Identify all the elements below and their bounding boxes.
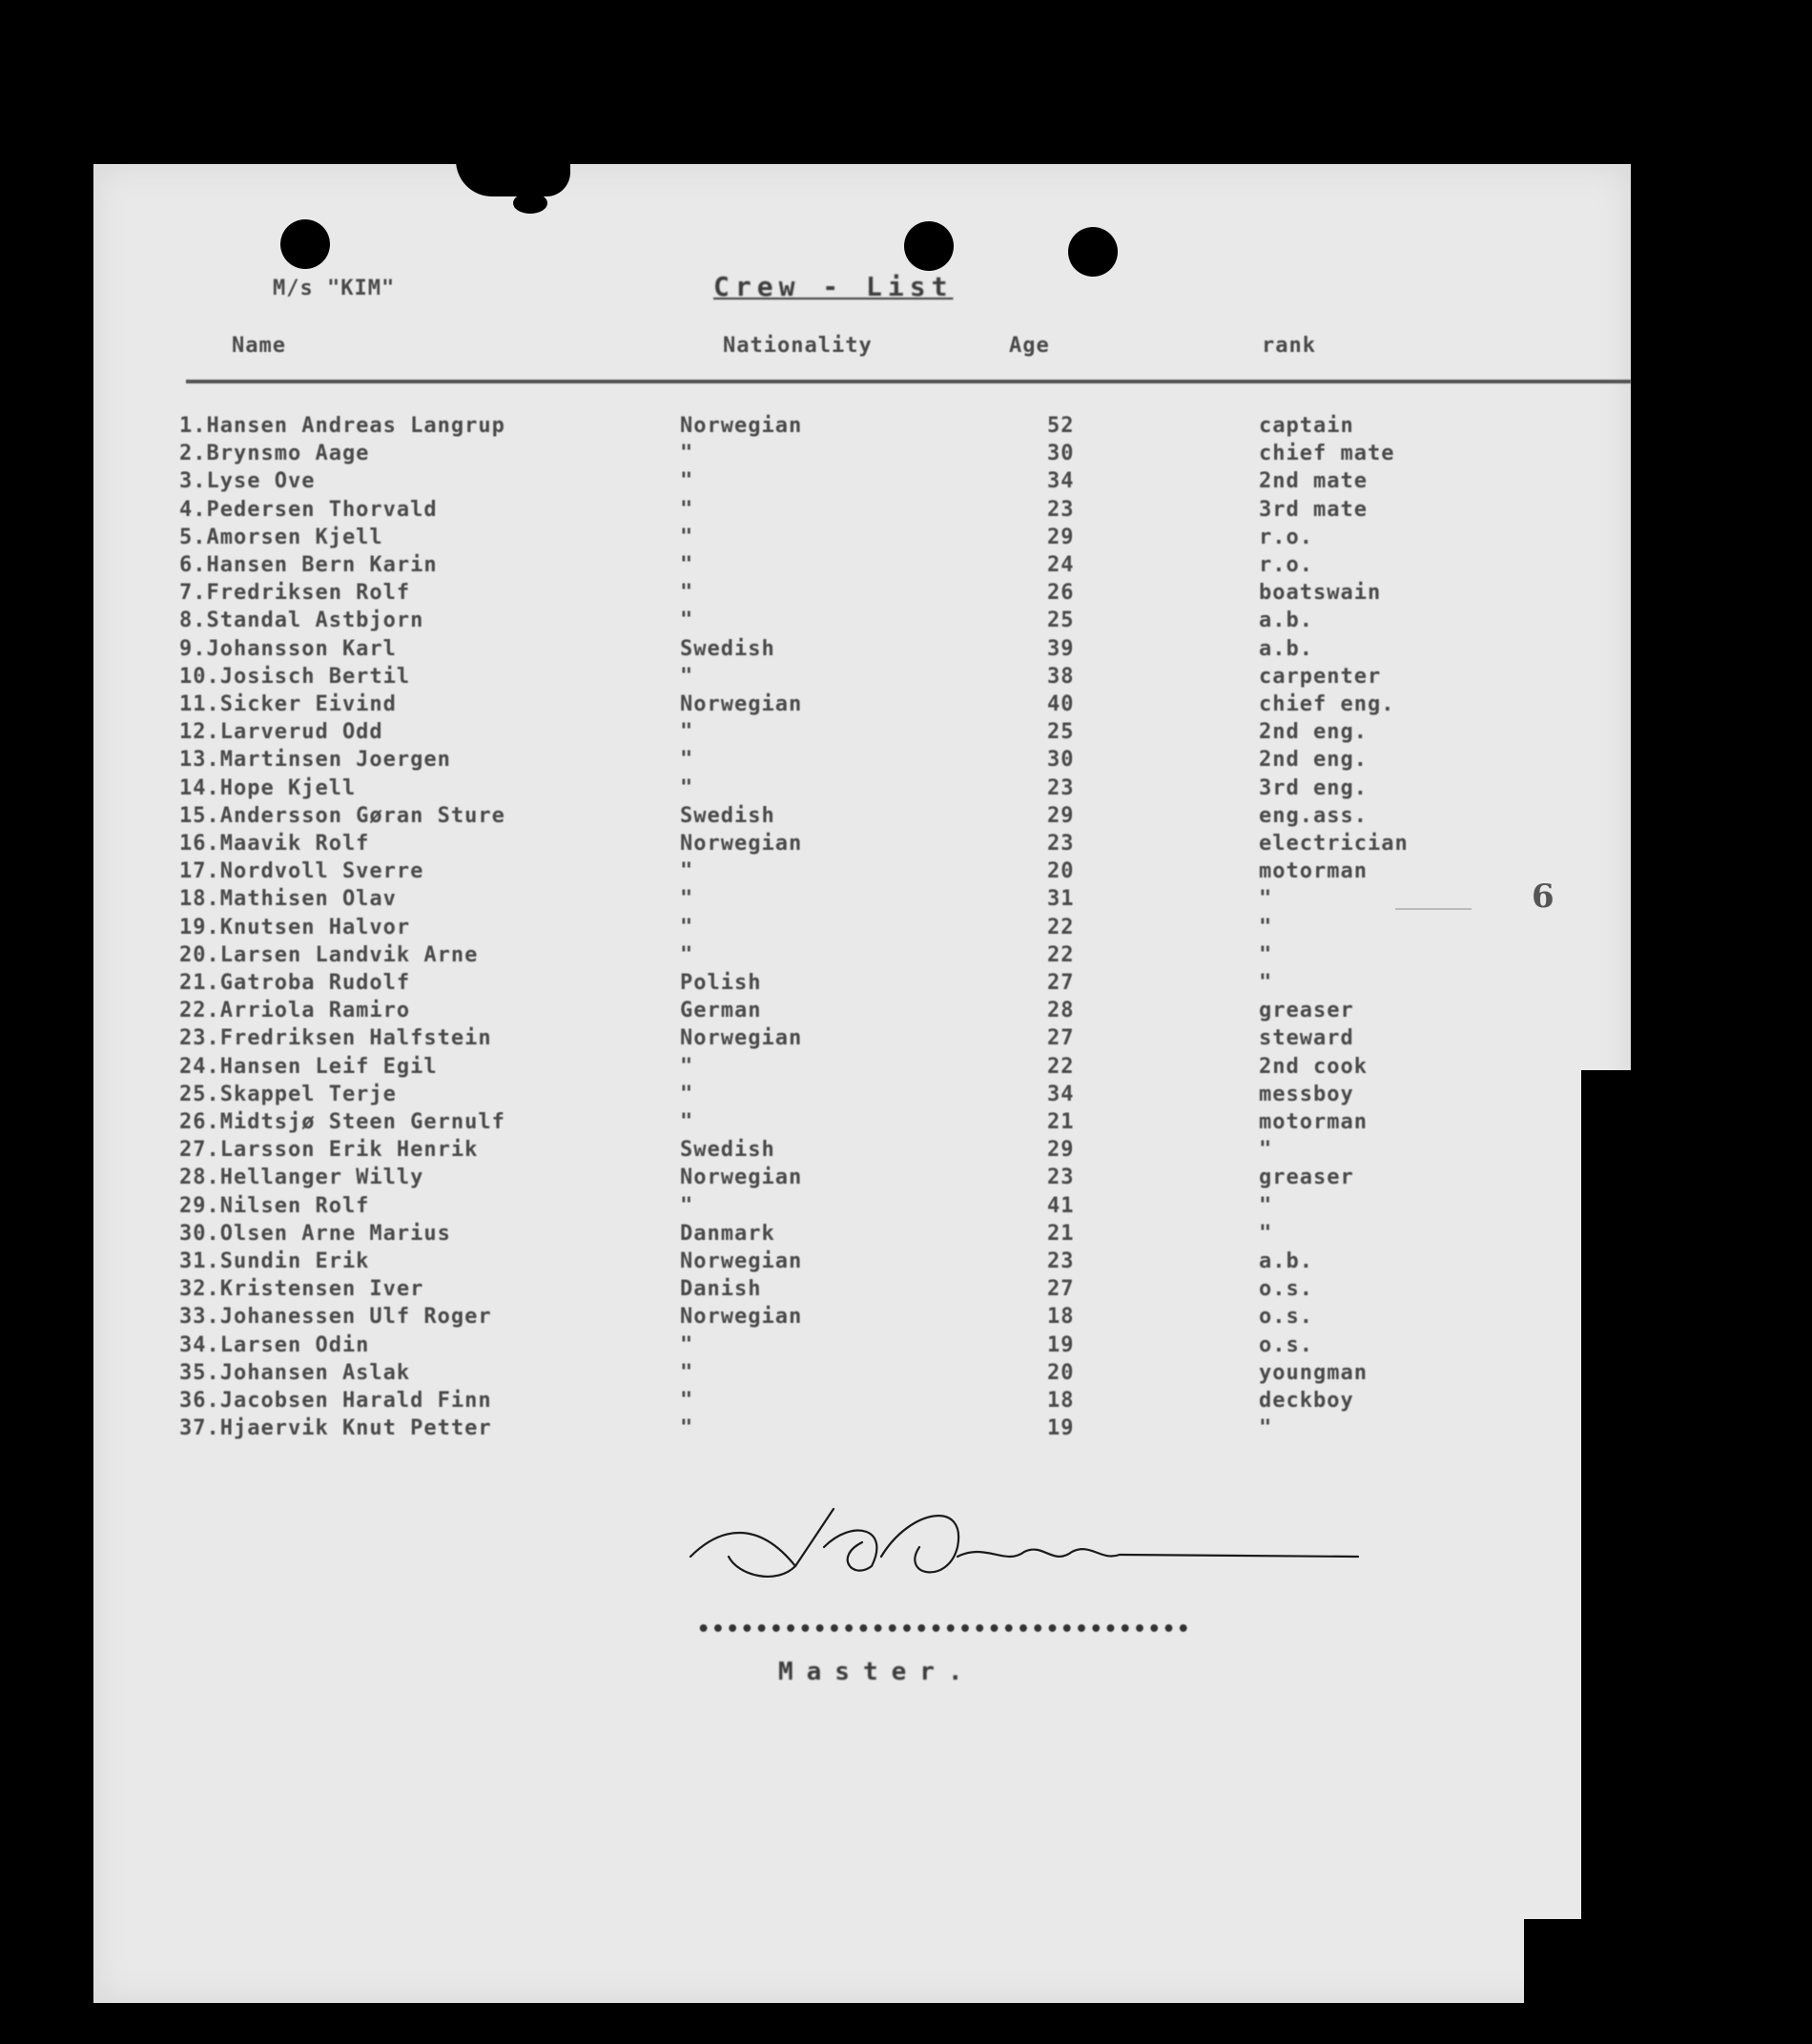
crew-nationality: " xyxy=(680,553,694,577)
crew-age: 18 xyxy=(1047,1389,1075,1413)
crew-age: 40 xyxy=(1047,692,1075,716)
crew-row xyxy=(93,887,1631,915)
crew-name: 10.Josisch Bertil xyxy=(179,664,411,689)
crew-rank: carpenter xyxy=(1259,664,1382,689)
header-age: Age xyxy=(1009,334,1050,358)
crew-age: 52 xyxy=(1047,414,1075,438)
crew-rank: 2nd eng. xyxy=(1259,748,1368,773)
crew-rank: " xyxy=(1259,942,1273,967)
crew-nationality: " xyxy=(680,1054,694,1079)
crew-nationality: " xyxy=(680,497,694,522)
crew-row xyxy=(93,804,1631,832)
crew-rank: a.b. xyxy=(1259,609,1313,633)
crew-nationality: Norwegian xyxy=(680,414,803,438)
crew-row xyxy=(93,1083,1631,1110)
crew-name: 9.Johansson Karl xyxy=(179,636,397,661)
crew-row xyxy=(93,442,1631,469)
crew-nationality: " xyxy=(680,1332,694,1357)
crew-nationality: Norwegian xyxy=(680,832,803,856)
crew-age: 23 xyxy=(1047,497,1075,522)
crew-nationality: Norwegian xyxy=(680,1166,803,1190)
crew-nationality: " xyxy=(680,942,694,967)
crew-age: 39 xyxy=(1047,636,1075,661)
header-nationality: Nationality xyxy=(723,334,873,358)
header-name: Name xyxy=(232,334,286,358)
torn-edge-right-corner xyxy=(1524,1919,1638,2014)
crew-nationality: " xyxy=(680,1389,694,1413)
crew-list-page xyxy=(93,164,1631,2003)
crew-nationality: Norwegian xyxy=(680,692,803,716)
crew-rank: " xyxy=(1259,915,1273,939)
crew-name: 6.Hansen Bern Karin xyxy=(179,553,438,577)
crew-row xyxy=(93,943,1631,971)
crew-row xyxy=(93,1389,1631,1416)
crew-age: 28 xyxy=(1047,999,1075,1023)
crew-age: 41 xyxy=(1047,1193,1075,1218)
crew-nationality: " xyxy=(680,469,694,494)
crew-row xyxy=(93,999,1631,1026)
crew-name: 23.Fredriksen Halfstein xyxy=(179,1026,492,1051)
crew-row xyxy=(93,1194,1631,1222)
crew-name: 4.Pedersen Thorvald xyxy=(179,497,438,522)
crew-row xyxy=(93,414,1631,442)
crew-rank: motorman xyxy=(1259,859,1368,884)
crew-age: 29 xyxy=(1047,525,1075,549)
crew-nationality: " xyxy=(680,915,694,939)
crew-row xyxy=(93,1166,1631,1193)
crew-age: 21 xyxy=(1047,1221,1075,1246)
crew-name: 16.Maavik Rolf xyxy=(179,832,370,856)
document-title: Crew - List xyxy=(713,271,954,302)
torn-edge-top xyxy=(456,160,570,196)
crew-rank: r.o. xyxy=(1259,553,1313,577)
crew-name: 27.Larsson Erik Henrik xyxy=(179,1138,479,1163)
crew-nationality: " xyxy=(680,720,694,745)
crew-row xyxy=(93,748,1631,775)
crew-name: 11.Sicker Eivind xyxy=(179,692,397,716)
crew-age: 27 xyxy=(1047,971,1075,995)
punch-hole-right xyxy=(1068,227,1118,277)
crew-name: 21.Gatroba Rudolf xyxy=(179,971,411,995)
crew-rank: electrician xyxy=(1259,832,1409,856)
crew-name: 36.Jacobsen Harald Finn xyxy=(179,1389,492,1413)
crew-nationality: " xyxy=(680,609,694,633)
crew-nationality: German xyxy=(680,999,762,1023)
crew-rank: 2nd cook xyxy=(1259,1054,1368,1079)
torn-edge-top-2 xyxy=(513,193,547,214)
crew-age: 30 xyxy=(1047,442,1075,466)
crew-nationality: " xyxy=(680,525,694,549)
crew-nationality: " xyxy=(680,1082,694,1106)
crew-age: 23 xyxy=(1047,832,1075,856)
crew-rank: o.s. xyxy=(1259,1277,1313,1302)
crew-row xyxy=(93,832,1631,859)
crew-name: 35.Johansen Aslak xyxy=(179,1360,411,1385)
crew-age: 27 xyxy=(1047,1026,1075,1051)
signature-line: •••••••••••••••••••••••••••••••••• xyxy=(697,1618,1192,1641)
crew-rank: deckboy xyxy=(1259,1389,1354,1413)
crew-nationality: Danmark xyxy=(680,1221,775,1246)
crew-nationality: " xyxy=(680,775,694,800)
crew-rank: r.o. xyxy=(1259,525,1313,549)
crew-name: 30.Olsen Arne Marius xyxy=(179,1221,451,1246)
crew-age: 19 xyxy=(1047,1416,1075,1441)
crew-rank: a.b. xyxy=(1259,1249,1313,1273)
crew-name: 25.Skappel Terje xyxy=(179,1082,397,1106)
crew-row xyxy=(93,1138,1631,1166)
crew-nationality: Norwegian xyxy=(680,1249,803,1273)
crew-age: 22 xyxy=(1047,915,1075,939)
punch-hole-middle xyxy=(904,221,954,271)
crew-row xyxy=(93,971,1631,999)
crew-row xyxy=(93,1222,1631,1249)
crew-row xyxy=(93,776,1631,804)
crew-row xyxy=(93,609,1631,636)
crew-row xyxy=(93,720,1631,748)
signer-title: Master. xyxy=(778,1658,977,1686)
crew-name: 37.Hjaervik Knut Petter xyxy=(179,1416,492,1441)
header-rule xyxy=(186,380,1631,383)
crew-row xyxy=(93,859,1631,887)
crew-age: 19 xyxy=(1047,1332,1075,1357)
crew-age: 31 xyxy=(1047,887,1075,912)
crew-rank: youngman xyxy=(1259,1360,1368,1385)
margin-dash xyxy=(1395,908,1472,910)
crew-rank: a.b. xyxy=(1259,636,1313,661)
crew-name: 2.Brynsmo Aage xyxy=(179,442,370,466)
crew-row xyxy=(93,637,1631,665)
crew-rank: " xyxy=(1259,887,1273,912)
crew-age: 23 xyxy=(1047,1249,1075,1273)
crew-name: 19.Knutsen Halvor xyxy=(179,915,411,939)
crew-name: 28.Hellanger Willy xyxy=(179,1166,424,1190)
crew-nationality: " xyxy=(680,581,694,606)
crew-rank: " xyxy=(1259,971,1273,995)
crew-nationality: Swedish xyxy=(680,1138,775,1163)
crew-rank: eng.ass. xyxy=(1259,803,1368,828)
crew-row xyxy=(93,553,1631,581)
crew-row xyxy=(93,916,1631,943)
margin-number: 6 xyxy=(1532,877,1555,916)
crew-row xyxy=(93,1416,1631,1444)
crew-rank: 2nd eng. xyxy=(1259,720,1368,745)
crew-age: 21 xyxy=(1047,1110,1075,1134)
crew-rank: chief eng. xyxy=(1259,692,1395,716)
crew-row xyxy=(93,581,1631,609)
crew-nationality: Swedish xyxy=(680,803,775,828)
crew-name: 13.Martinsen Joergen xyxy=(179,748,451,773)
crew-row xyxy=(93,1249,1631,1277)
crew-name: 29.Nilsen Rolf xyxy=(179,1193,370,1218)
crew-nationality: Norwegian xyxy=(680,1026,803,1051)
vessel-name: M/s "KIM" xyxy=(273,277,396,300)
crew-row xyxy=(93,526,1631,553)
crew-nationality: Polish xyxy=(680,971,762,995)
crew-row xyxy=(93,1277,1631,1305)
crew-age: 30 xyxy=(1047,748,1075,773)
crew-name: 12.Larverud Odd xyxy=(179,720,383,745)
crew-age: 23 xyxy=(1047,775,1075,800)
crew-age: 26 xyxy=(1047,581,1075,606)
crew-rank: " xyxy=(1259,1416,1273,1441)
crew-rank: " xyxy=(1259,1138,1273,1163)
crew-name: 33.Johanessen Ulf Roger xyxy=(179,1305,492,1330)
crew-age: 25 xyxy=(1047,720,1075,745)
crew-rank: 3rd mate xyxy=(1259,497,1368,522)
crew-nationality: " xyxy=(680,887,694,912)
crew-rank: chief mate xyxy=(1259,442,1395,466)
crew-name: 26.Midtsjø Steen Gernulf xyxy=(179,1110,505,1134)
crew-age: 18 xyxy=(1047,1305,1075,1330)
crew-rank: boatswain xyxy=(1259,581,1382,606)
crew-age: 22 xyxy=(1047,942,1075,967)
crew-name: 18.Mathisen Olav xyxy=(179,887,397,912)
crew-rank: messboy xyxy=(1259,1082,1354,1106)
crew-rank: " xyxy=(1259,1221,1273,1246)
crew-name: 17.Nordvoll Sverre xyxy=(179,859,424,884)
crew-nationality: Danish xyxy=(680,1277,762,1302)
crew-rank: steward xyxy=(1259,1026,1354,1051)
crew-row xyxy=(93,1305,1631,1332)
crew-name: 20.Larsen Landvik Arne xyxy=(179,942,479,967)
punch-hole-left xyxy=(280,219,330,269)
crew-rank: captain xyxy=(1259,414,1354,438)
crew-name: 8.Standal Astbjorn xyxy=(179,609,424,633)
crew-nationality: Norwegian xyxy=(680,1305,803,1330)
crew-age: 25 xyxy=(1047,609,1075,633)
crew-name: 7.Fredriksen Rolf xyxy=(179,581,411,606)
crew-age: 20 xyxy=(1047,859,1075,884)
crew-name: 24.Hansen Leif Egil xyxy=(179,1054,438,1079)
crew-row xyxy=(93,1333,1631,1361)
crew-name: 32.Kristensen Iver xyxy=(179,1277,424,1302)
crew-name: 14.Hope Kjell xyxy=(179,775,357,800)
crew-rank: " xyxy=(1259,1193,1273,1218)
crew-nationality: Swedish xyxy=(680,636,775,661)
crew-rank: 3rd eng. xyxy=(1259,775,1368,800)
crew-name: 34.Larsen Odin xyxy=(179,1332,370,1357)
crew-rank: greaser xyxy=(1259,999,1354,1023)
crew-rank: o.s. xyxy=(1259,1332,1313,1357)
crew-name: 15.Andersson Gøran Sture xyxy=(179,803,505,828)
crew-nationality: " xyxy=(680,1360,694,1385)
crew-row xyxy=(93,665,1631,692)
crew-row xyxy=(93,469,1631,497)
crew-row xyxy=(93,1361,1631,1389)
crew-rank: motorman xyxy=(1259,1110,1368,1134)
crew-name: 1.Hansen Andreas Langrup xyxy=(179,414,505,438)
crew-age: 27 xyxy=(1047,1277,1075,1302)
crew-age: 34 xyxy=(1047,469,1075,494)
crew-age: 23 xyxy=(1047,1166,1075,1190)
crew-rank: 2nd mate xyxy=(1259,469,1368,494)
crew-rank: greaser xyxy=(1259,1166,1354,1190)
crew-nationality: " xyxy=(680,1110,694,1134)
header-rank: rank xyxy=(1262,334,1316,358)
crew-row xyxy=(93,692,1631,720)
crew-nationality: " xyxy=(680,1193,694,1218)
crew-nationality: " xyxy=(680,748,694,773)
crew-age: 22 xyxy=(1047,1054,1075,1079)
crew-nationality: " xyxy=(680,1416,694,1441)
crew-name: 3.Lyse Ove xyxy=(179,469,316,494)
crew-rank: o.s. xyxy=(1259,1305,1313,1330)
crew-age: 34 xyxy=(1047,1082,1075,1106)
crew-nationality: " xyxy=(680,859,694,884)
crew-nationality: " xyxy=(680,442,694,466)
crew-age: 29 xyxy=(1047,803,1075,828)
crew-row xyxy=(93,498,1631,526)
crew-name: 22.Arriola Ramiro xyxy=(179,999,411,1023)
crew-name: 5.Amorsen Kjell xyxy=(179,525,383,549)
crew-age: 24 xyxy=(1047,553,1075,577)
crew-name: 31.Sundin Erik xyxy=(179,1249,370,1273)
crew-row xyxy=(93,1110,1631,1138)
signature xyxy=(681,1490,1368,1595)
crew-age: 20 xyxy=(1047,1360,1075,1385)
crew-age: 38 xyxy=(1047,664,1075,689)
crew-row xyxy=(93,1026,1631,1054)
crew-row xyxy=(93,1055,1631,1083)
crew-age: 29 xyxy=(1047,1138,1075,1163)
crew-nationality: " xyxy=(680,664,694,689)
